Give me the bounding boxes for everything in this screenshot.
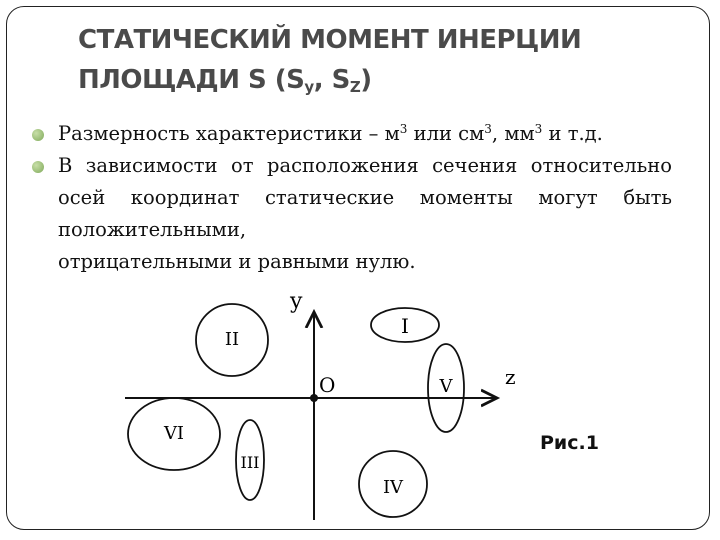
origin-label: O <box>319 373 336 397</box>
region-III-label: III <box>240 453 260 472</box>
region-V-label: V <box>439 376 453 397</box>
bullet-sign-text: В зависимости от расположения сечения относительно осей координат статические моменты могут быть положительными, <box>58 154 672 241</box>
origin-point <box>310 394 318 402</box>
bullet-sign-lastline: отрицательными и равными нулю. <box>58 250 416 273</box>
title-line-2: ПЛОЩАДИ S ($S_y$, $S_Z$) <box>78 65 372 96</box>
region-IV-label: IV <box>382 477 404 498</box>
title-line-1: СТАТИЧЕСКИЙ МОМЕНТ ИНЕРЦИИ <box>78 25 582 55</box>
region-I-label: I <box>401 314 409 338</box>
bullet-units: Размерность характеристики – $м^3$ или $см^3$, $мм^3$ и т.д. <box>30 118 672 150</box>
y-axis-label: y <box>290 289 303 314</box>
region-II-label: II <box>224 329 240 350</box>
z-axis-label: z <box>505 365 516 389</box>
figure-caption: Рис.1 <box>540 432 599 454</box>
region-VI-label: VI <box>163 423 185 444</box>
